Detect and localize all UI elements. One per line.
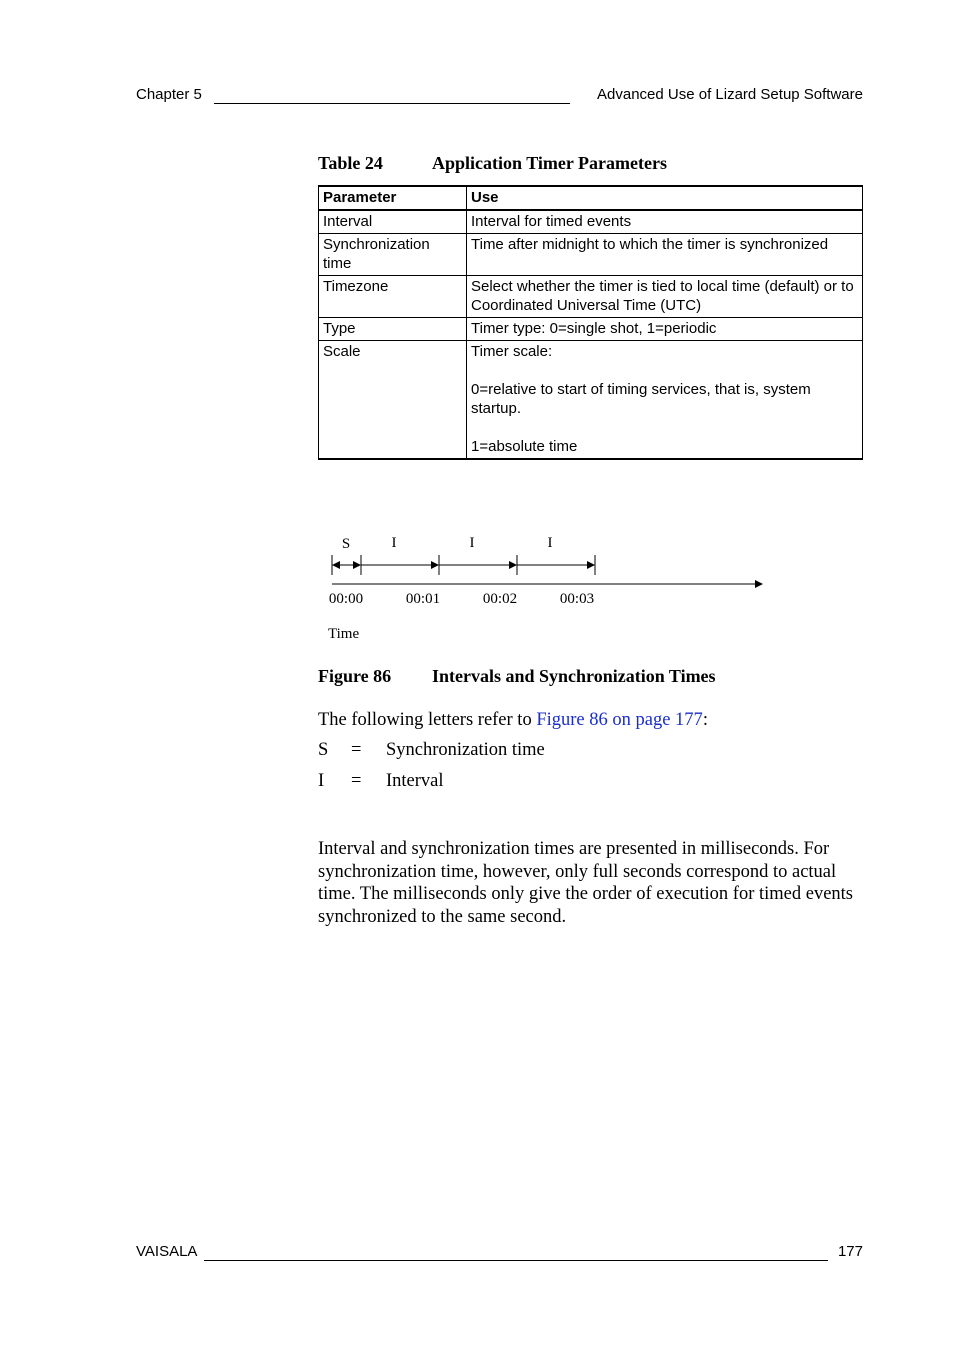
cell-parameter: Interval — [319, 210, 467, 234]
table-row — [319, 234, 863, 276]
figure-caption — [318, 666, 716, 687]
table-title: Application Timer Parameters — [432, 153, 667, 173]
footer-rule — [204, 1260, 828, 1261]
page-number: 177 — [837, 1243, 863, 1260]
cell-parameter: Timezone — [319, 276, 467, 318]
tick-label: 00:03 — [559, 591, 595, 607]
definition-list — [318, 740, 818, 802]
definition-value: Synchronization time — [386, 740, 545, 760]
definition-item — [318, 740, 818, 771]
scale-line-relative: 0=relative to start of timing services, that is, system startup. — [471, 381, 811, 417]
body-paragraph: Interval and synchronization times are presented in milliseconds. For synchronization time, however, only full seconds correspond to actual time. The milliseconds only give the order of execution for timed events synchronized to the same second. — [318, 839, 853, 927]
definition-key: I — [318, 771, 325, 791]
header-chapter: Chapter 5 — [136, 86, 202, 103]
definition-item — [318, 771, 818, 802]
scale-line-absolute: 1=absolute time — [471, 438, 578, 455]
cell-use: Timer type: 0=single shot, 1=periodic — [467, 318, 863, 341]
figure-title: Intervals and Synchronization Times — [432, 666, 716, 686]
figure-number: Figure 86 — [318, 666, 392, 686]
definition-key: S — [318, 740, 329, 760]
tick-label: 00:01 — [405, 591, 441, 607]
cell-use: Select whether the timer is tied to local time (default) or to Coordinated Universal Time (UTC) — [467, 276, 863, 318]
cell-use: Interval for timed events — [467, 210, 863, 234]
table-row — [319, 276, 863, 318]
cell-parameter: Type — [319, 318, 467, 341]
cell-use: Time after midnight to which the timer is synchronized — [467, 234, 863, 276]
header-section-title: Advanced Use of Lizard Setup Software — [597, 86, 863, 103]
axis-label-time: Time — [328, 626, 360, 642]
tick-label: 00:00 — [328, 591, 364, 607]
cell-parameter: Scale — [319, 341, 467, 460]
label-i: I — [469, 535, 475, 551]
definition-equals: = — [351, 771, 362, 791]
label-i: I — [391, 535, 397, 551]
table-number: Table 24 — [318, 153, 383, 173]
column-header-parameter: Parameter — [319, 186, 467, 210]
timeline-figure — [318, 525, 768, 650]
label-i: I — [547, 535, 553, 551]
column-header-use: Use — [467, 186, 863, 210]
scale-line-title: Timer scale: — [471, 343, 553, 360]
footer-company: VAISALA — [136, 1243, 198, 1260]
table-row — [319, 341, 863, 460]
table-caption — [318, 153, 667, 174]
table-header-row — [319, 186, 863, 210]
label-s: S — [341, 536, 351, 552]
definition-equals: = — [351, 740, 362, 760]
intro-text: The following letters refer to — [318, 710, 537, 730]
parameters-table — [318, 185, 863, 460]
header-rule — [214, 103, 570, 104]
figure-reference-link[interactable]: Figure 86 on page 177 — [536, 710, 703, 730]
intro-colon: : — [702, 710, 708, 730]
intro-paragraph — [318, 710, 708, 731]
tick-label: 00:02 — [482, 591, 518, 607]
definition-value: Interval — [386, 771, 444, 791]
cell-parameter: Synchronization time — [319, 234, 467, 276]
table-row — [319, 318, 863, 341]
table-row — [319, 210, 863, 234]
cell-use — [467, 341, 863, 460]
